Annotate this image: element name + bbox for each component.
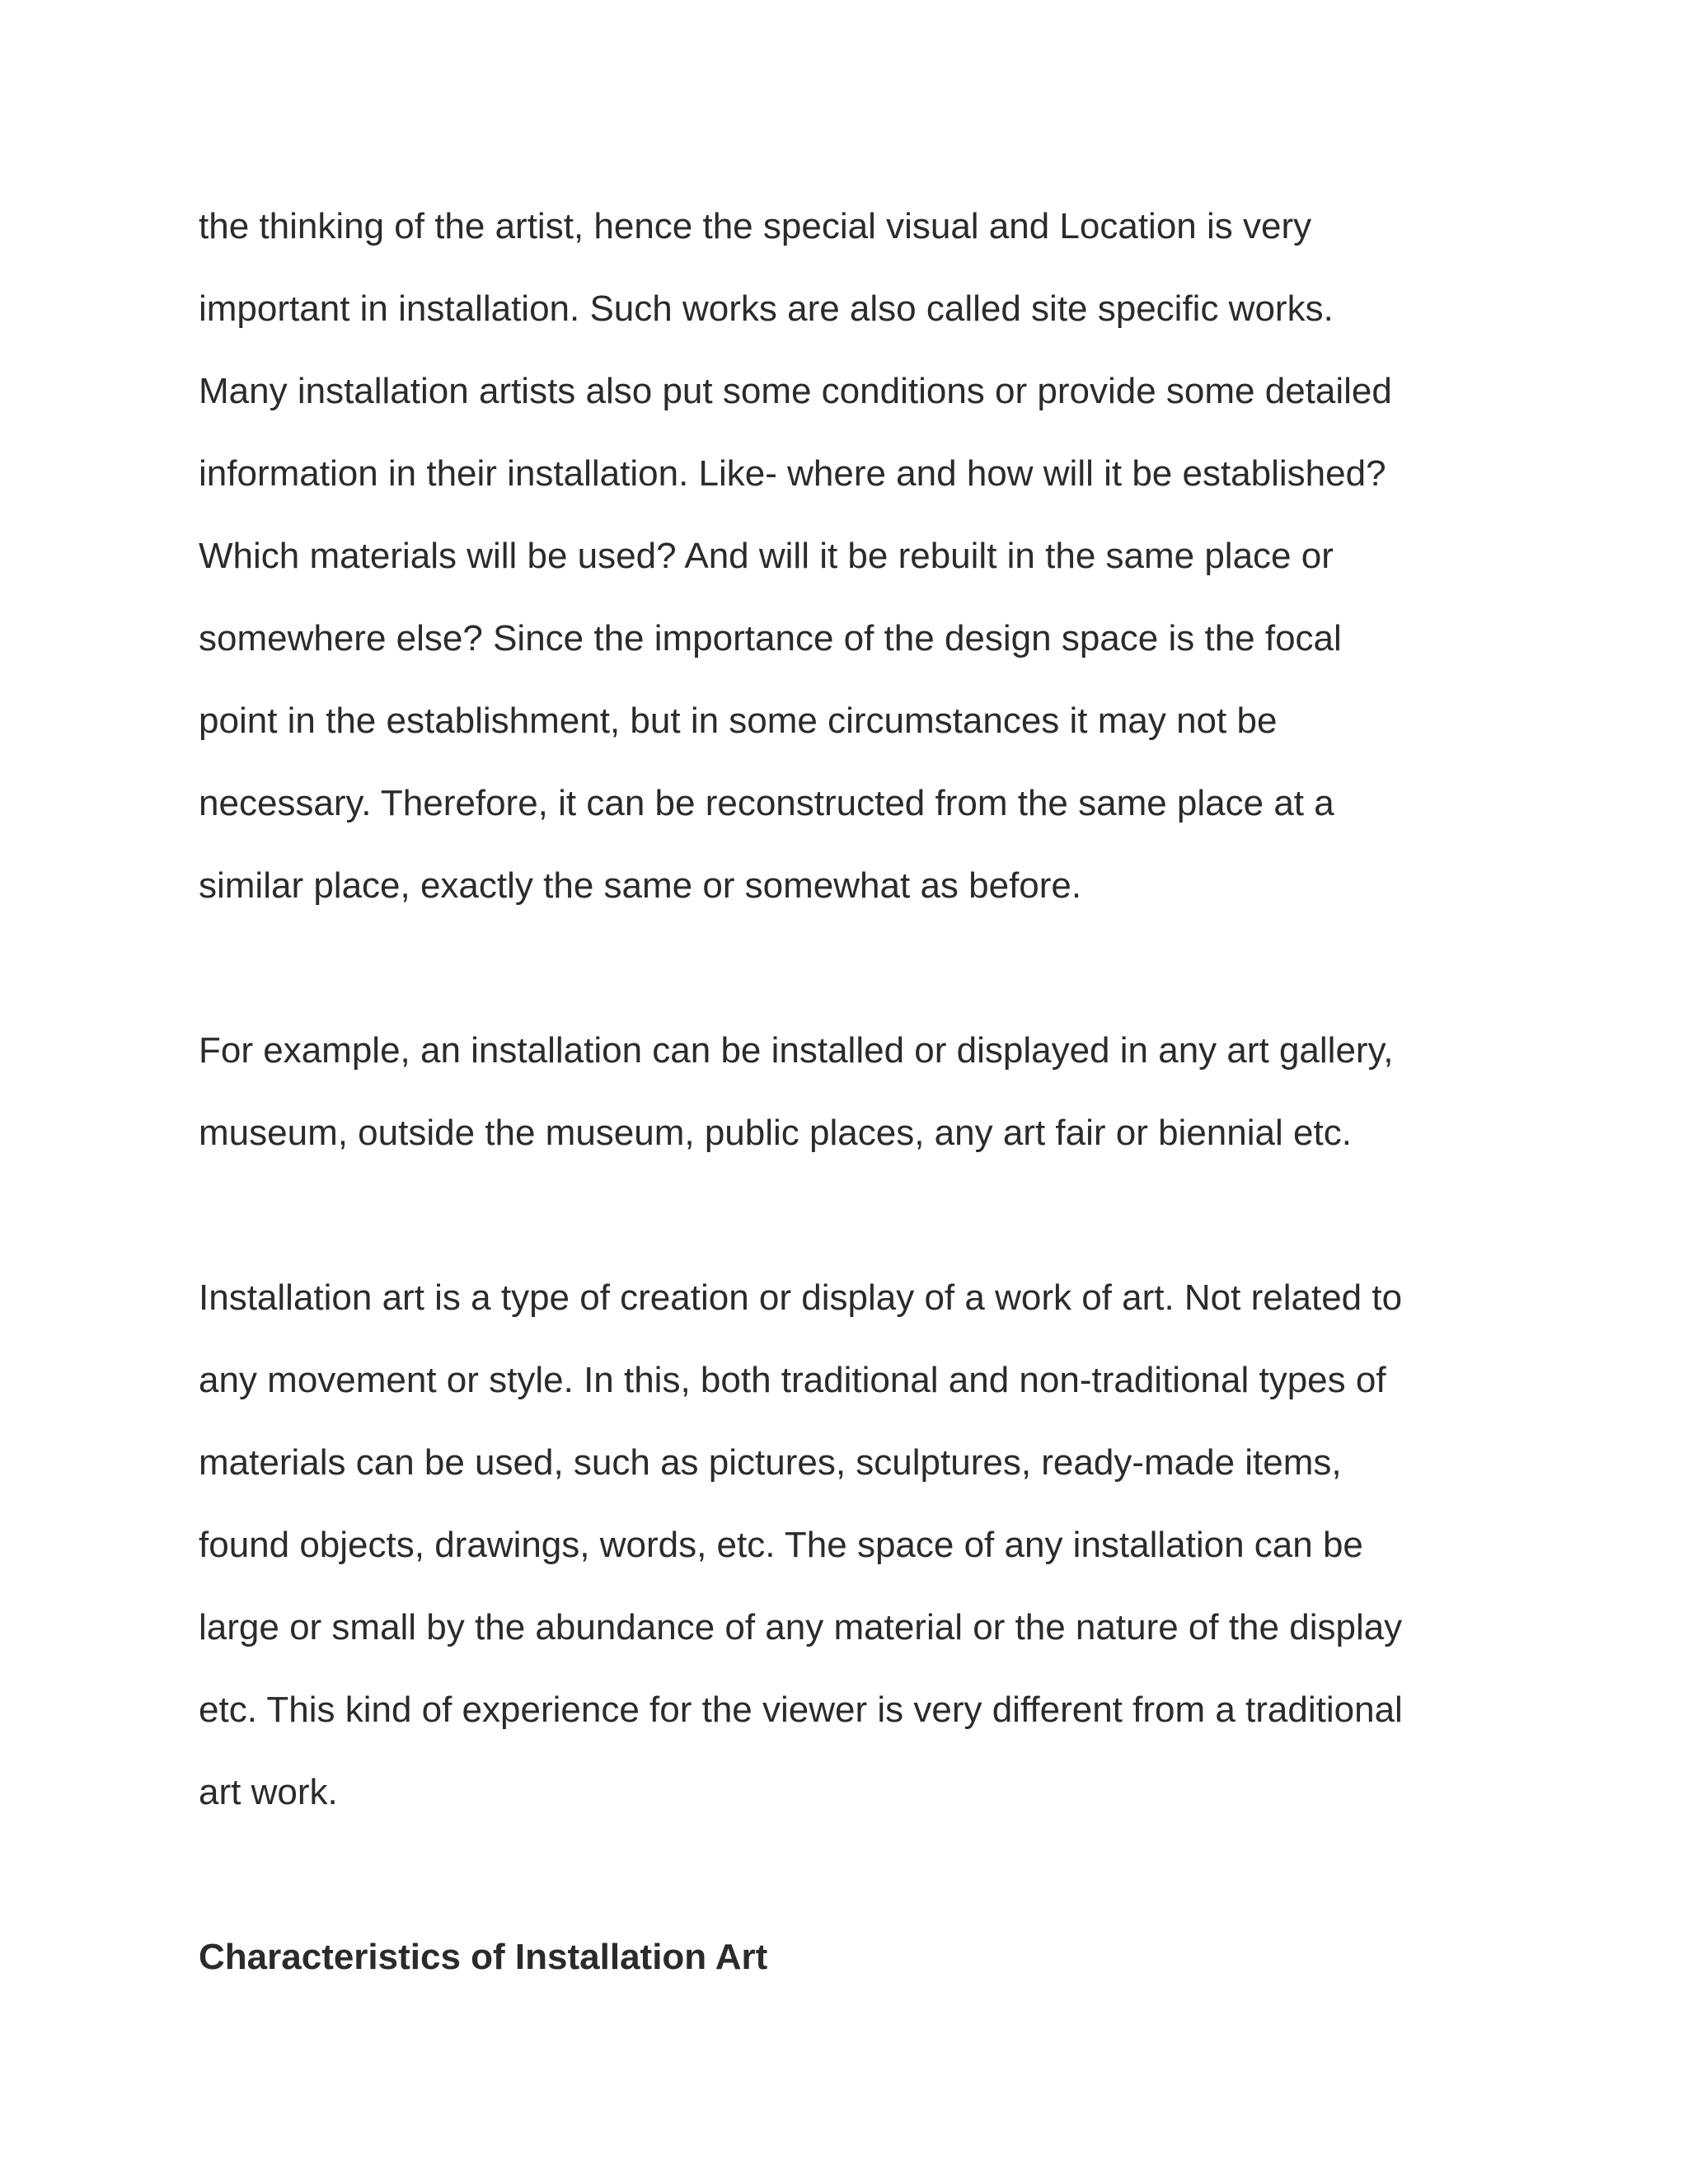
text-line: art work. bbox=[199, 1772, 338, 1812]
paragraph-spacer bbox=[199, 1834, 1550, 1916]
text-line: Which materials will be used? And will it be rebuilt in the same place or bbox=[199, 536, 1334, 576]
paragraph-installation-definition bbox=[199, 1257, 1550, 1834]
text-line: found objects, drawings, words, etc. The space of any installation can be bbox=[199, 1525, 1363, 1565]
text-line: similar place, exactly the same or somewhat as before. bbox=[199, 865, 1082, 906]
text-line: large or small by the abundance of any material or the nature of the display bbox=[199, 1607, 1403, 1647]
text-line: necessary. Therefore, it can be reconstructed from the same place at a bbox=[199, 783, 1334, 823]
paragraph-example-venues bbox=[199, 1010, 1550, 1174]
text-line: museum, outside the museum, public places, any art fair or biennial etc. bbox=[199, 1113, 1352, 1153]
text-line: Installation art is a type of creation or display of a work of art. Not related to bbox=[199, 1277, 1403, 1318]
text-line: somewhere else? Since the importance of the design space is the focal bbox=[199, 618, 1342, 658]
text-line: etc. This kind of experience for the viewer is very different from a traditional bbox=[199, 1690, 1403, 1730]
text-line: the thinking of the artist, hence the special visual and Location is very bbox=[199, 206, 1312, 246]
text-line: any movement or style. In this, both traditional and non-traditional types of bbox=[199, 1360, 1386, 1400]
text-line: For example, an installation can be installed or displayed in any art gallery, bbox=[199, 1030, 1394, 1071]
text-line: materials can be used, such as pictures, sculptures, ready-made items, bbox=[199, 1442, 1342, 1483]
text-line: point in the establishment, but in some circumstances it may not be bbox=[199, 701, 1278, 741]
text-line: Many installation artists also put some conditions or provide some detailed bbox=[199, 371, 1392, 411]
section-heading: Characteristics of Installation Art bbox=[199, 1937, 768, 1977]
text-line: information in their installation. Like- where and how will it be established? bbox=[199, 453, 1386, 494]
paragraph-spacer bbox=[199, 927, 1550, 1010]
paragraph-spacer bbox=[199, 1174, 1550, 1257]
paragraph-location-importance bbox=[199, 185, 1550, 927]
text-line: important in installation. Such works are also called site specific works. bbox=[199, 288, 1334, 329]
document-body bbox=[199, 185, 1550, 1999]
